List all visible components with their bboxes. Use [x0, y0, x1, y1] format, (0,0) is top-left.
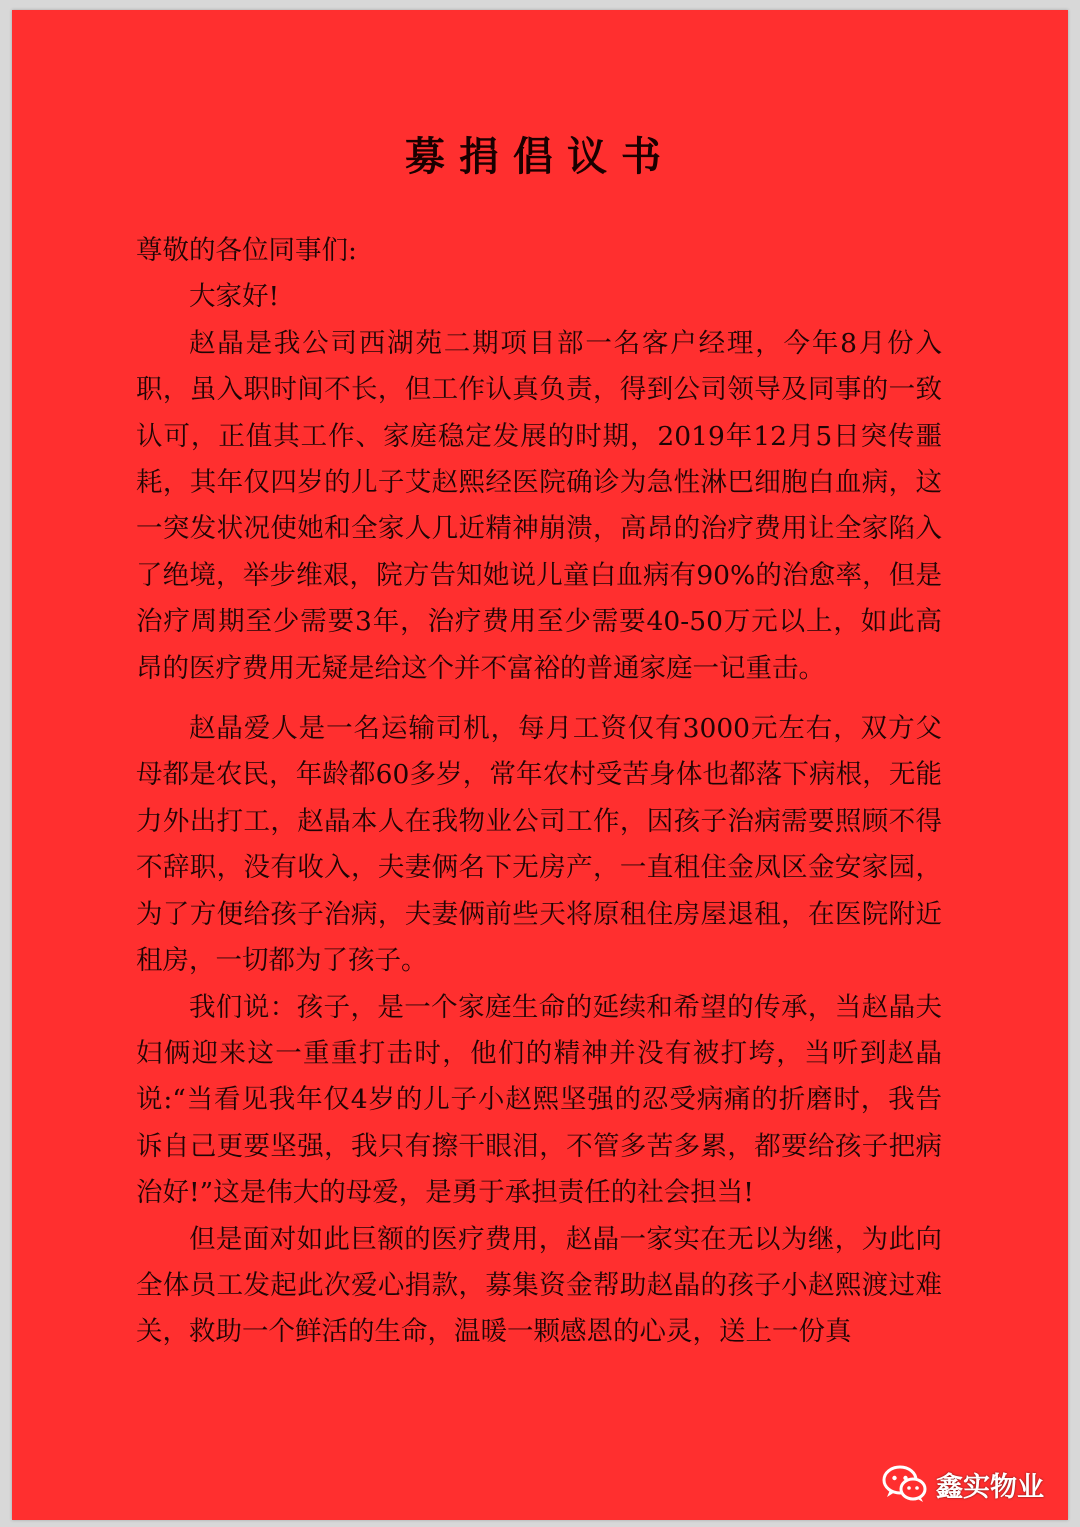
- paragraph-appeal: 但是面对如此巨额的医疗费用，赵晶一家实在无以为继，为此向全体员工发起此次爱心捐款，募集资金帮助赵晶的孩子小赵熙渡过难关，救助一个鲜活的生命，温暖一颗感恩的心灵，送上一份真: [136, 1223, 942, 1348]
- document-body: [136, 228, 942, 1356]
- document-title: 募捐倡议书: [405, 133, 675, 180]
- wechat-watermark: [882, 1462, 1044, 1506]
- salutation: 尊敬的各位同事们:: [136, 235, 357, 266]
- watermark-label: 鑫实物业: [936, 1471, 1044, 1503]
- paragraph-greeting: 大家好!: [189, 281, 280, 313]
- paragraph-family-situation: 赵晶爱人是一名运输司机，每月工资仅有3000元左右，双方父母都是农民，年龄都60多岁，常年农村受苦身体也都落下病根，无能力外出打工，赵晶本人在我物业公司工作，因孩子治病需要照顾不得不辞职，没有收入，夫妻俩名下无房产，一直租住金凤区金安家园，为了方便给孩子治病，夫妻俩前些天将原租住房屋退租，在医院附近租房，一切都为了孩子。: [136, 713, 942, 977]
- document-page: [12, 10, 1068, 1520]
- paragraph-mothers-words: 我们说：孩子，是一个家庭生命的延续和希望的传承，当赵晶夫妇俩迎来这一重重打击时，他们的精神并没有被打垮，当听到赵晶说:“当看见我年仅4岁的儿子小赵熙坚强的忍受病痛的折磨时，我告诉自己更要坚强，我只有擦干眼泪，不管多苦多累，都要给孩子把病治好!”这是伟大的母爱，是勇于承担责任的社会担当!: [136, 991, 942, 1209]
- paragraph-background: 赵晶是我公司西湖苑二期项目部一名客户经理，今年8月份入职，虽入职时间不长，但工作认真负责，得到公司领导及同事的一致认可，正值其工作、家庭稳定发展的时期，2019年12月5日突传噩耗，其年仅四岁的儿子艾赵熙经医院确诊为急性淋巴细胞白血病，这一突发状况使她和全家人几近精神崩溃，高昂的治疗费用让全家陷入了绝境，举步维艰，院方告知她说儿童白血病有90%的治愈率，但是治疗周期至少需要3年，治疗费用至少需要40-50万元以上，如此高昂的医疗费用无疑是给这个并不富裕的普通家庭一记重击。: [136, 327, 942, 684]
- wechat-icon: [882, 1464, 928, 1504]
